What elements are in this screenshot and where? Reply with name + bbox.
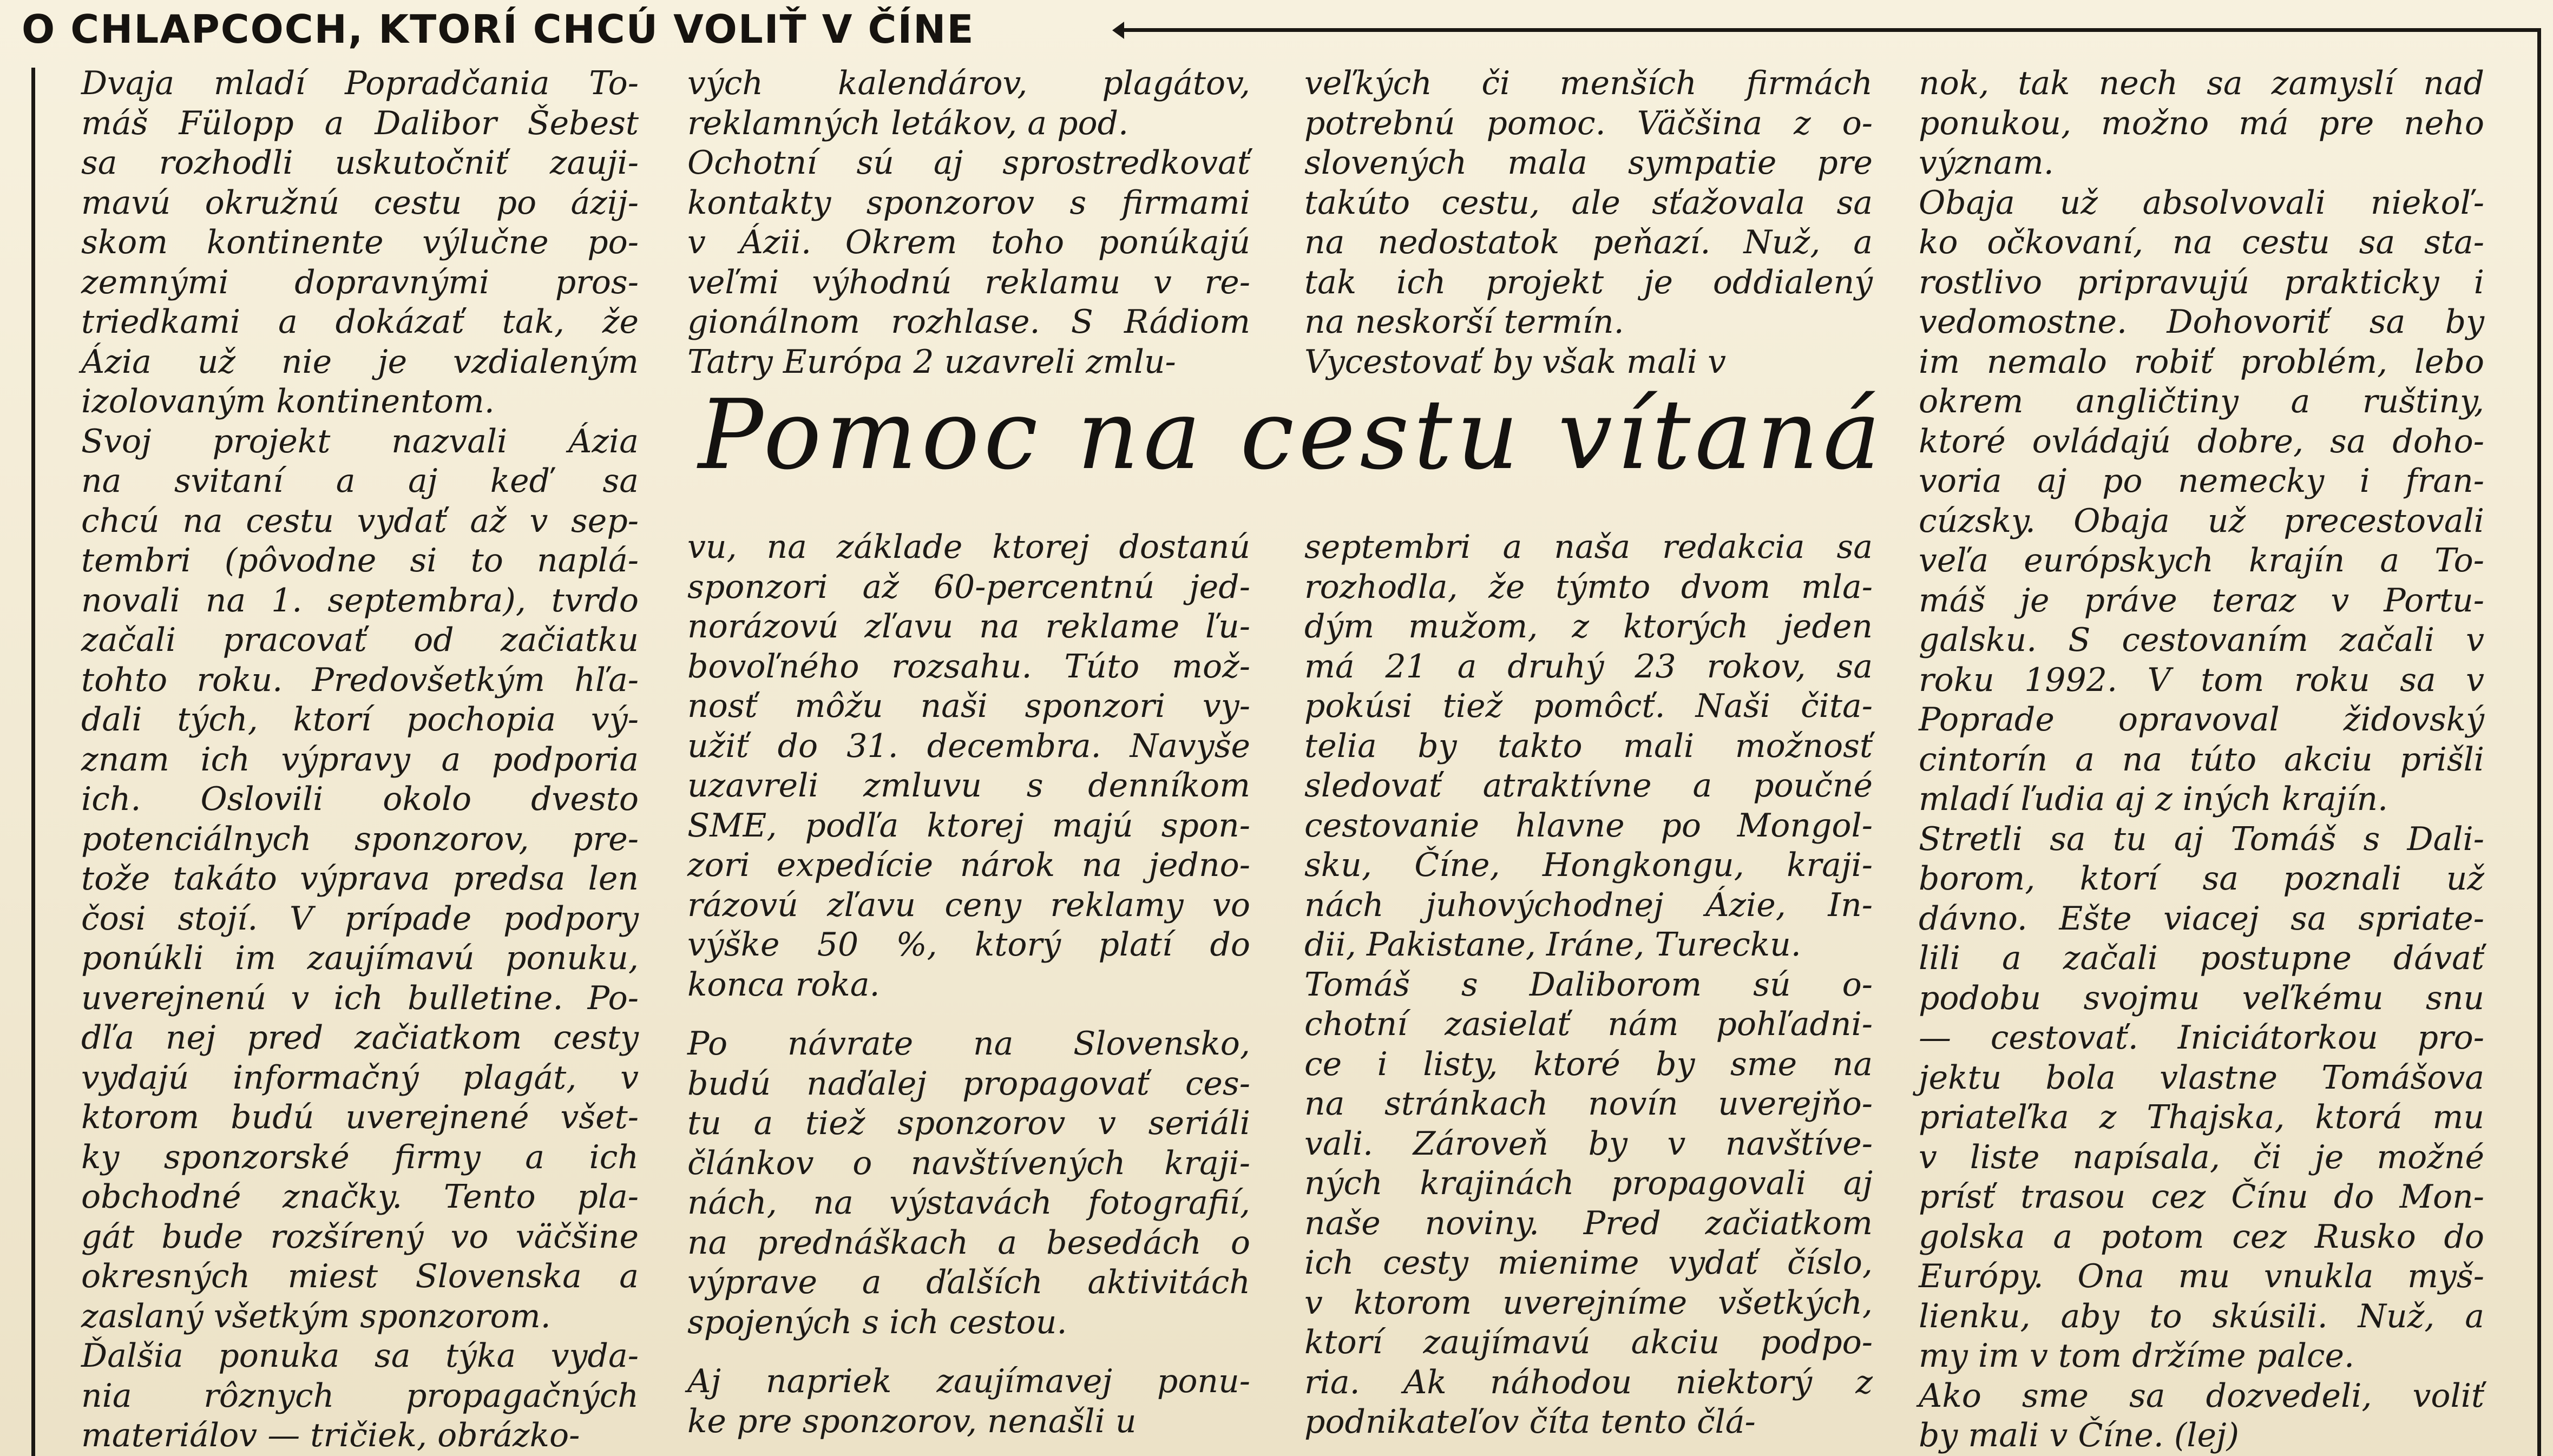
text-line: ke pre sponzorov, nenašli u bbox=[687, 1402, 1137, 1440]
text-line: cúzsky. Obaja už precestovali bbox=[1919, 502, 2484, 540]
text-line: triedkami a dokázať tak, že bbox=[81, 303, 639, 341]
text-line: my im v tom držíme palce. bbox=[1919, 1337, 2355, 1375]
text-column-1 bbox=[81, 64, 639, 1456]
text-line: im nemalo robiť problém, lebo bbox=[1919, 342, 2484, 381]
text-line: užiť do 31. decembra. Navyše bbox=[687, 727, 1250, 765]
text-line: znam ich výpravy a podporia bbox=[81, 740, 639, 779]
text-line: izolovaným kontinentom. bbox=[81, 383, 495, 420]
text-line: zemnými dopravnými pros- bbox=[81, 263, 639, 301]
text-line: Tomáš s Daliborom sú o- bbox=[1304, 965, 1873, 1004]
text-line: okrem angličtiny a ruštiny, bbox=[1919, 383, 2484, 420]
text-line: v ktorom uverejníme všetkých, bbox=[1304, 1283, 1873, 1322]
text-line: vali. Zároveň by v navštíve- bbox=[1304, 1124, 1873, 1163]
text-line: nosť môžu naši sponzori vy- bbox=[687, 687, 1250, 725]
text-line: Po návrate na Slovensko, bbox=[687, 1025, 1250, 1063]
text-line: novali na 1. septembra), tvrdo bbox=[81, 581, 639, 620]
text-line: SME, podľa ktorej majú spon- bbox=[687, 806, 1250, 845]
text-line: v liste napísala, či je možné bbox=[1919, 1138, 2484, 1176]
text-line: článkov o navštívených kraji- bbox=[687, 1144, 1250, 1182]
left-border-rule bbox=[31, 68, 35, 1456]
text-line: ponukou, možno má pre neho bbox=[1919, 104, 2484, 142]
text-line: konca roka. bbox=[687, 965, 880, 1004]
text-line: ktorí zaujímavú akciu podpo- bbox=[1304, 1323, 1873, 1361]
text-line: vydajú informačný plagát, v bbox=[81, 1058, 639, 1097]
text-line: ky sponzorské firmy a ich bbox=[81, 1138, 639, 1176]
text-line: potrebnú pomoc. Väčšina z o- bbox=[1304, 104, 1873, 142]
text-line: cintorín a na túto akciu prišli bbox=[1919, 740, 2484, 779]
text-column-4 bbox=[1919, 64, 2484, 1456]
text-line: reklamných letákov, a pod. bbox=[687, 104, 1129, 142]
text-line: mladí ľudia aj z iných krajín. bbox=[1919, 780, 2388, 818]
text-line: Stretli sa tu aj Tomáš s Dali- bbox=[1919, 820, 2484, 858]
text-line: — cestovať. Iniciátorkou pro- bbox=[1919, 1019, 2484, 1057]
text-line: prísť trasou cez Čínu do Mon- bbox=[1919, 1178, 2484, 1216]
headline-rule bbox=[1123, 28, 2541, 32]
text-line: ktorom budú uverejnené všet- bbox=[81, 1098, 639, 1136]
text-line: sku, Číne, Hongkongu, kraji- bbox=[1304, 846, 1873, 884]
right-border-rule bbox=[2537, 32, 2541, 1456]
text-line: Ďalšia ponuka sa týka vyda- bbox=[81, 1337, 639, 1375]
text-line: pokúsi tiež pomôcť. Naši čita- bbox=[1304, 687, 1873, 725]
text-line: obchodné značky. Tento pla- bbox=[81, 1178, 639, 1216]
text-line: nách, na výstavách fotografií, bbox=[687, 1184, 1250, 1222]
text-line: ponúkli im zaujímavú ponuku, bbox=[81, 939, 639, 977]
text-line: septembri a naša redakcia sa bbox=[1304, 528, 1873, 566]
text-line: sledovať atraktívne a poučné bbox=[1304, 767, 1873, 805]
text-column-3-bottom bbox=[1304, 528, 1873, 1442]
text-line: dii, Pakistane, Iráne, Turecku. bbox=[1304, 926, 1801, 964]
text-line: rozhodla, že týmto dvom mla- bbox=[1304, 568, 1873, 606]
text-line: tembri (pôvodne si to naplá- bbox=[81, 542, 639, 579]
text-line: čosi stojí. V prípade podpory bbox=[81, 899, 639, 938]
text-line: ich cesty mienime vydať číslo, bbox=[1304, 1244, 1873, 1282]
text-line: bovoľného rozsahu. Túto mož- bbox=[687, 647, 1250, 686]
text-line: tak ich projekt je oddialený bbox=[1304, 263, 1873, 301]
text-line: spojených s ich cestou. bbox=[687, 1303, 1067, 1341]
text-line: podnikateľov číta tento člá- bbox=[1304, 1403, 1756, 1441]
text-line: norázovú zľavu na reklame ľu- bbox=[687, 608, 1250, 645]
text-line: vedomostne. Dohovoriť sa by bbox=[1919, 303, 2484, 341]
article-subhead: Pomoc na cestu vítaná bbox=[698, 379, 1885, 491]
text-line: golska a potom cez Rusko do bbox=[1919, 1217, 2484, 1256]
text-line: v Ázii. Okrem toho ponúkajú bbox=[687, 223, 1250, 261]
text-line: gát bude rozšírený vo väčšine bbox=[81, 1217, 639, 1256]
text-line: voria aj po nemecky i fran- bbox=[1919, 462, 2484, 500]
text-line: podobu svojmu veľkému snu bbox=[1919, 979, 2484, 1017]
text-line: materiálov — tričiek, obrázko- bbox=[81, 1417, 580, 1454]
text-line: telia by takto mali možnosť bbox=[1304, 727, 1873, 765]
text-line: Ochotní sú aj sprostredkovať bbox=[687, 144, 1250, 182]
text-line: máš je práve teraz v Portu- bbox=[1919, 581, 2484, 620]
text-line: chotní zasielať nám pohľadni- bbox=[1304, 1005, 1873, 1043]
text-line: na nedostatok peňazí. Nuž, a bbox=[1304, 223, 1873, 261]
text-line: Tatry Európa 2 uzavreli zmlu- bbox=[687, 342, 1176, 381]
paragraph-gap bbox=[687, 1005, 1250, 1024]
text-line: na svitaní a aj keď sa bbox=[81, 462, 639, 500]
text-line: nia rôznych propagačných bbox=[81, 1376, 639, 1415]
text-line: borom, ktorí sa poznali už bbox=[1919, 860, 2484, 898]
text-line: ria. Ak náhodou niektorý z bbox=[1304, 1363, 1873, 1401]
text-line: roku 1992. V tom roku sa v bbox=[1919, 661, 2484, 699]
text-line: Svoj projekt nazvali Ázia bbox=[81, 422, 639, 460]
text-line: sa rozhodli uskutočniť zauji- bbox=[81, 144, 639, 182]
text-line: ko očkovaní, na cestu sa sta- bbox=[1919, 223, 2484, 261]
text-column-2-top bbox=[687, 64, 1250, 382]
text-line: cestovanie hlavne po Mongol- bbox=[1304, 806, 1873, 845]
text-line: Dvaja mladí Popradčania To- bbox=[81, 64, 639, 102]
article-headline: O CHLAPCOCH, KTORÍ CHCÚ VOLIŤ V ČÍNE bbox=[22, 6, 975, 52]
text-line: tože takáto výprava predsa len bbox=[81, 860, 639, 898]
text-line: na stránkach novín uverejňo- bbox=[1304, 1085, 1873, 1123]
text-line: takúto cestu, ale sťažovala sa bbox=[1304, 183, 1873, 222]
text-line: Ázia už nie je vzdialeným bbox=[81, 342, 639, 381]
text-line: veľa európskych krajín a To- bbox=[1919, 542, 2484, 579]
text-line: ce i listy, ktoré by sme na bbox=[1304, 1045, 1873, 1083]
text-line: dľa nej pred začiatkom cesty bbox=[81, 1019, 639, 1057]
text-line: Vycestovať by však mali v bbox=[1304, 342, 1727, 381]
text-line: Poprade opravoval židovský bbox=[1919, 701, 2484, 739]
text-line: na prednáškach a besedách o bbox=[687, 1223, 1250, 1262]
text-line: výprave a ďalších aktivitách bbox=[687, 1263, 1250, 1301]
text-column-2-bottom bbox=[687, 528, 1250, 1441]
text-line: máš Fülopp a Dalibor Šebest bbox=[81, 104, 639, 142]
text-line: ktoré ovládajú dobre, sa doho- bbox=[1919, 422, 2484, 460]
text-line: veľkých či menších firmách bbox=[1304, 64, 1873, 102]
text-line: naše noviny. Pred začiatkom bbox=[1304, 1204, 1873, 1242]
text-line: začali pracovať od začiatku bbox=[81, 621, 639, 659]
text-line: význam. bbox=[1919, 144, 2054, 182]
text-line: sponzori až 60-percentnú jed- bbox=[687, 568, 1250, 606]
text-line: dali tých, ktorí pochopia vý- bbox=[81, 701, 639, 739]
text-line: zori expedície nárok na jedno- bbox=[687, 846, 1250, 884]
text-line: gionálnom rozhlase. S Rádiom bbox=[687, 303, 1250, 341]
text-line: jektu bola vlastne Tomášova bbox=[1919, 1058, 2484, 1097]
text-line: by mali v Číne. (lej) bbox=[1919, 1417, 2239, 1454]
text-line: tu a tiež sponzorov v seriáli bbox=[687, 1104, 1250, 1142]
text-line: nách juhovýchodnej Ázie, In- bbox=[1304, 886, 1873, 924]
text-line: dým mužom, z ktorých jeden bbox=[1304, 608, 1873, 645]
text-line: má 21 a druhý 23 rokov, sa bbox=[1304, 647, 1873, 686]
text-line: lili a začali postupne dávať bbox=[1919, 939, 2484, 977]
text-line: veľmi výhodnú reklamu v re- bbox=[687, 263, 1250, 301]
text-line: lienku, aby to skúsili. Nuž, a bbox=[1919, 1297, 2484, 1335]
text-line: ich. Oslovili okolo dvesto bbox=[81, 780, 639, 818]
text-line: na neskorší termín. bbox=[1304, 303, 1624, 341]
text-line: skom kontinente výlučne po- bbox=[81, 223, 639, 261]
text-line: uverejnenú v ich bulletine. Po- bbox=[81, 979, 639, 1017]
text-line: galsku. S cestovaním začali v bbox=[1919, 621, 2484, 659]
text-line: Ako sme sa dozvedeli, voliť bbox=[1919, 1376, 2484, 1415]
text-line: potenciálnych sponzorov, pre- bbox=[81, 820, 639, 858]
text-line: dávno. Ešte viacej sa spriate- bbox=[1919, 899, 2484, 938]
text-line: uzavreli zmluvu s denníkom bbox=[687, 767, 1250, 805]
text-line: kontakty sponzorov s firmami bbox=[687, 183, 1250, 222]
text-line: zaslaný všetkým sponzorom. bbox=[81, 1297, 551, 1335]
text-line: Aj napriek zaujímavej ponu- bbox=[687, 1362, 1250, 1400]
text-line: mavú okružnú cestu po ázij- bbox=[81, 183, 639, 222]
text-line: rázovú zľavu ceny reklamy vo bbox=[687, 886, 1250, 924]
text-line: nok, tak nech sa zamyslí nad bbox=[1919, 64, 2484, 102]
text-column-3-top bbox=[1304, 64, 1873, 382]
text-line: Európy. Ona mu vnukla myš- bbox=[1919, 1257, 2484, 1295]
text-line: výške 50 %, ktorý platí do bbox=[687, 926, 1250, 964]
text-line: okresných miest Slovenska a bbox=[81, 1257, 639, 1295]
text-line: chcú na cestu vydať až v sep- bbox=[81, 502, 639, 540]
text-line: vých kalendárov, plagátov, bbox=[687, 64, 1250, 102]
text-line: ných krajinách propagovali aj bbox=[1304, 1164, 1873, 1202]
text-line: budú naďalej propagovať ces- bbox=[687, 1064, 1250, 1103]
text-line: rostlivo pripravujú prakticky i bbox=[1919, 263, 2484, 301]
text-line: slovených mala sympatie pre bbox=[1304, 144, 1873, 182]
text-line: tohto roku. Predovšetkým hľa- bbox=[81, 661, 639, 699]
text-line: vu, na základe ktorej dostanú bbox=[687, 528, 1250, 566]
text-line: Obaja už absolvovali niekoľ- bbox=[1919, 183, 2484, 222]
paragraph-gap bbox=[687, 1342, 1250, 1362]
text-line: priateľka z Thajska, ktorá mu bbox=[1919, 1098, 2484, 1136]
